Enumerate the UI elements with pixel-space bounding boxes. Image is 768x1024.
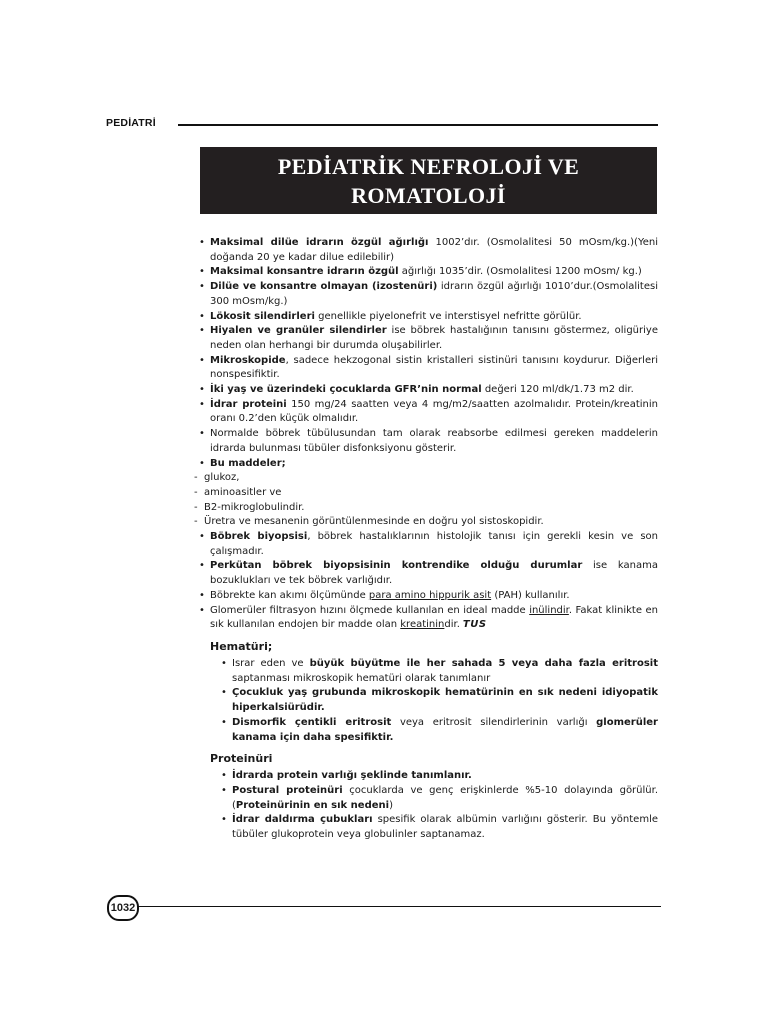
- section-heading: Hematüri;: [210, 639, 273, 653]
- list-item: [196, 530, 658, 559]
- list-item: [196, 310, 658, 325]
- list-item: [196, 265, 658, 280]
- item-text: 1002’dır. (Osmolalitesi 50 mOsm/kg.)(Yeni doğanda 20 ye kadar dilue edilebilir): [210, 237, 658, 263]
- bullet-icon: •: [221, 687, 227, 699]
- bullet-icon: •: [199, 266, 205, 278]
- list-item: [218, 686, 658, 715]
- footer-rule: [137, 906, 661, 907]
- list-item: [196, 559, 658, 588]
- chapter-title-line1: PEDİATRİK NEFROLOJİ VE: [277, 153, 580, 179]
- bold-term: Böbrek biyopsisi: [210, 531, 308, 543]
- dash-icon: -: [194, 486, 198, 498]
- bold-term: Maksimal konsantre idrarın özgül: [210, 266, 399, 278]
- item-text: ): [389, 799, 393, 811]
- list-item: [218, 784, 658, 813]
- item-text: aminoasitler ve: [204, 486, 282, 498]
- bullet-icon: •: [221, 657, 227, 669]
- item-text: B2-mikroglobulindir.: [204, 501, 305, 513]
- list-item: [218, 657, 658, 686]
- bullet-icon: •: [221, 770, 227, 782]
- chapter-title-line2: ROMATOLOJİ: [351, 182, 506, 208]
- chapter-title-box: [200, 147, 657, 214]
- bullet-icon: •: [221, 716, 227, 728]
- bullet-icon: •: [199, 604, 205, 616]
- underlined-term: inülindir: [529, 604, 569, 616]
- item-text: ise böbrek hastalığının tanısını göstermez, oligüriye neden olan herhangi bir durumda oluşabilirler.: [210, 325, 658, 351]
- bullet-icon: •: [199, 428, 205, 440]
- list-item: [218, 769, 658, 784]
- bold-term: Maksimal dilüe idrarın özgül ağırlığı: [210, 237, 429, 248]
- bullet-icon: •: [199, 398, 205, 410]
- bullet-icon: •: [199, 560, 205, 572]
- list-item: [196, 589, 658, 604]
- item-text: genellikle piyelonefrit ve interstisyel nefritte görülür.: [314, 310, 582, 322]
- underlined-term: kreatinin: [400, 619, 445, 631]
- bold-term: glomerüler kanama için daha spesifiktir.: [232, 716, 658, 743]
- bullet-icon: •: [199, 281, 205, 293]
- bullet-icon: •: [199, 310, 205, 322]
- list-item: [196, 398, 658, 427]
- list-item: [218, 716, 658, 745]
- bold-term: Bu maddeler;: [210, 457, 286, 469]
- item-text: Israr eden ve: [232, 657, 310, 669]
- page-body: [196, 236, 658, 843]
- bullet-icon: •: [199, 589, 205, 601]
- bullet-icon: •: [199, 384, 205, 396]
- item-text: . Fakat klinikte en sık kullanılan endojen bir madde olan: [210, 604, 658, 631]
- bullet-icon: •: [199, 354, 205, 366]
- bold-term: Çocukluk yaş grubunda mikroskopik hematürinin en sık nedeni idiyopatik hiperkalsiürüdir.: [232, 687, 658, 714]
- bold-term: İdrar proteini: [210, 398, 287, 410]
- bold-term: İdrarda protein varlığı şeklinde tanımlanır.: [232, 770, 472, 782]
- bullet-icon: •: [199, 237, 205, 248]
- item-text: ise kanama bozuklukları ve tek böbrek varlığıdır.: [210, 560, 659, 587]
- item-text: Glomerüler filtrasyon hızını ölçmede kullanılan en ideal madde: [210, 604, 530, 616]
- item-text: Üretra ve mesanenin görüntülenmesinde en doğru yol sistoskopidir.: [204, 516, 544, 528]
- list-item: [196, 354, 658, 383]
- bullet-icon: •: [221, 814, 227, 826]
- list-item: [196, 236, 658, 265]
- dash-item: [194, 501, 658, 516]
- dash-icon: -: [194, 472, 198, 484]
- tus-tag: TUS: [462, 619, 487, 631]
- bullet-icon: •: [199, 531, 205, 543]
- dash-icon: -: [194, 501, 198, 513]
- item-text: ağırlığı 1035’dir. (Osmolalitesi 1200 mOsm/ kg.): [398, 266, 642, 278]
- dash-item: [194, 471, 658, 486]
- header-rule: [178, 124, 658, 126]
- list-item: [196, 427, 658, 456]
- bold-term: Perkütan böbrek biyopsisinin kontrendike olduğu durumlar: [210, 560, 583, 572]
- dash-item: [194, 486, 658, 501]
- dash-icon: -: [194, 516, 198, 528]
- dash-item: [194, 515, 658, 530]
- item-text: Normalde böbrek tübülusundan tam olarak reabsorbe edilmesi gereken maddelerin idrarda bulunması tübüler disfonksiyonu gösterir.: [210, 428, 658, 454]
- item-text: , sadece hekzogonal sistin kristalleri sistinüri tanısını koydurur. Diğerleri nonspesifiktir.: [210, 354, 658, 381]
- list-item: [196, 280, 658, 309]
- bold-term: Dismorfik çentikli eritrosit: [232, 716, 392, 728]
- item-text: glukoz,: [204, 472, 240, 484]
- list-item: [196, 457, 658, 472]
- list-item: [218, 813, 658, 842]
- item-text: (PAH) kullanılır.: [491, 589, 570, 601]
- item-text: 150 mg/24 saatten veya 4 mg/m2/saatten azolmalıdır. Protein/kreatinin oranı 0.2’den küçük olmalıdır.: [210, 398, 658, 425]
- bold-term: İki yaş ve üzerindeki çocuklarda GFR’nin normal: [210, 384, 482, 396]
- bold-term: İdrar daldırma çubukları: [232, 814, 373, 826]
- bullet-icon: •: [199, 457, 205, 469]
- item-text: idrarın özgül ağırlığı 1010’dur.(Osmolalitesi 300 mOsm/kg.): [210, 281, 658, 307]
- bold-term: büyük büyütme ile her sahada 5 veya daha fazla eritrosit: [309, 657, 658, 669]
- bold-term: Dilüe ve konsantre olmayan (izostenüri): [210, 281, 438, 293]
- bold-term: Hiyalen ve granüler silendirler: [210, 325, 387, 337]
- list-item: [196, 604, 658, 633]
- item-text: çocuklarda ve genç erişkinlerde %5-10 dolayında görülür. (: [232, 784, 658, 811]
- list-item: [196, 324, 658, 353]
- bold-term: Lökosit silendirleri: [210, 310, 315, 322]
- bold-term: Postural proteinüri: [232, 784, 343, 796]
- list-item: [196, 383, 658, 398]
- proteinuri-section: [210, 751, 659, 843]
- bullet-icon: •: [199, 325, 205, 337]
- item-text: veya eritrosit silendirlerinin varlığı: [391, 716, 597, 728]
- page-number: 1032: [107, 895, 139, 921]
- item-text: , böbrek hastalıklarının histolojik tanısı için gerekli kesin ve son çalışmadır.: [210, 531, 658, 557]
- item-text: spesifik olarak albümin varlığını gösterir. Bu yöntemle tübüler glukoprotein veya globulinler saptanamaz.: [232, 814, 659, 841]
- bold-term: Mikroskopide: [210, 354, 286, 366]
- section-heading: Proteinüri: [210, 752, 273, 766]
- running-head: PEDİATRİ: [106, 117, 156, 129]
- underlined-term: para amino hippurik asit: [368, 589, 492, 601]
- item-text: Böbrekte kan akımı ölçümünde: [210, 589, 369, 601]
- hematuri-section: [210, 639, 658, 745]
- item-text: değeri 120 ml/dk/1.73 m2 dir.: [481, 384, 634, 396]
- chapter-title: [278, 152, 579, 210]
- item-text: saptanması mikroskopik hematüri olarak tanımlanır: [232, 672, 491, 684]
- item-text: dir.: [444, 619, 460, 631]
- bullet-icon: •: [221, 784, 227, 796]
- bold-term: Proteinürinin en sık nedeni: [235, 799, 390, 811]
